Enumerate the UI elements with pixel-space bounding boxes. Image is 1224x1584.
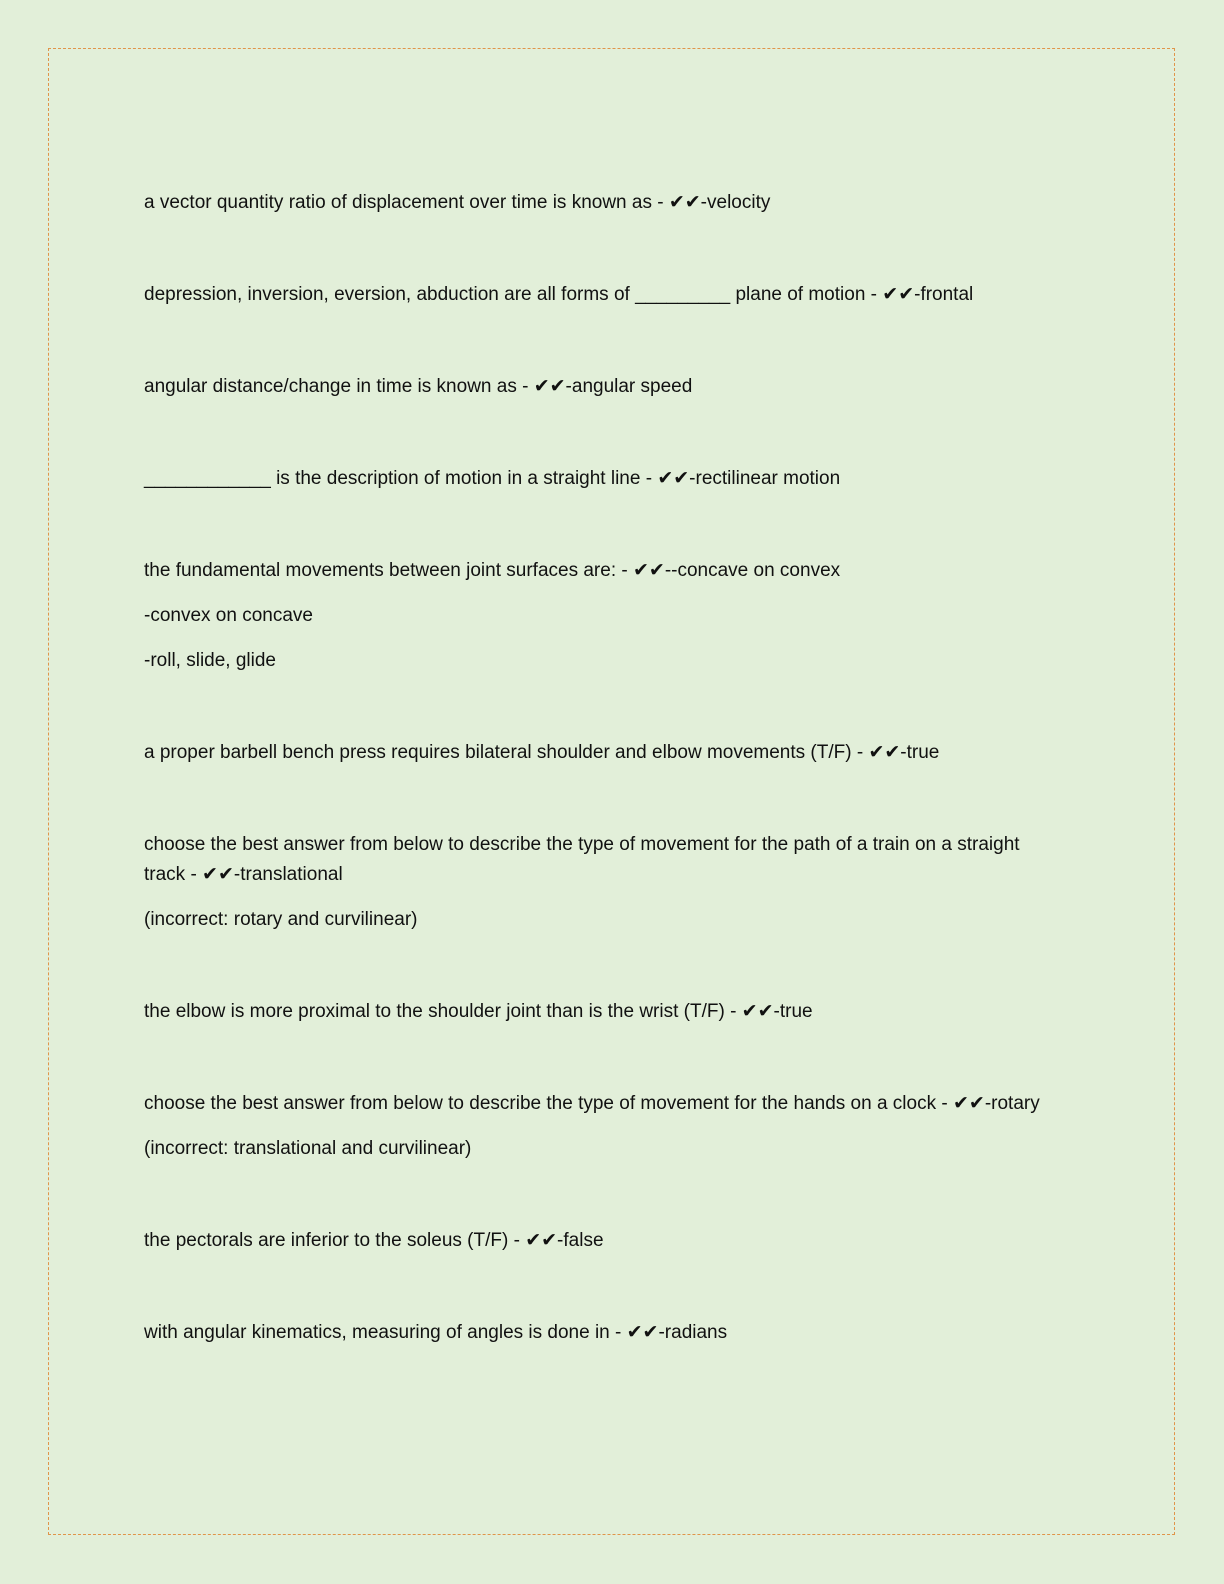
qa-item-joint-movements-line3: -roll, slide, glide [144, 650, 276, 671]
qa-item-velocity: a vector quantity ratio of displacement over time is known as - ✔✔-velocity [144, 192, 771, 213]
document-body [144, 188, 1064, 1348]
qa-item-clock-hands: choose the best answer from below to describe the type of movement for the hands on a clock - ✔✔-rotary [144, 1093, 1040, 1114]
qa-item-bench-press: a proper barbell bench press requires bilateral shoulder and elbow movements (T/F) - ✔✔-true [144, 742, 940, 763]
qa-item-joint-movements-line2: -convex on concave [144, 605, 313, 626]
qa-item-pectorals-soleus: the pectorals are inferior to the soleus (T/F) - ✔✔-false [144, 1230, 604, 1251]
qa-item-train-movement: choose the best answer from below to describe the type of movement for the path of a train on a straight track - ✔✔-translational [144, 834, 1025, 885]
qa-item-train-movement-incorrect: (incorrect: rotary and curvilinear) [144, 909, 418, 930]
qa-item-elbow-proximal: the elbow is more proximal to the shoulder joint than is the wrist (T/F) - ✔✔-true [144, 1001, 813, 1022]
qa-item-rectilinear-motion: ____________ is the description of motion in a straight line - ✔✔-rectilinear motion [144, 468, 841, 489]
qa-item-clock-hands-incorrect: (incorrect: translational and curvilinear) [144, 1138, 472, 1159]
qa-item-frontal-plane: depression, inversion, eversion, abduction are all forms of _________ plane of motion - ✔✔-frontal [144, 284, 974, 305]
qa-item-radians: with angular kinematics, measuring of angles is done in - ✔✔-radians [144, 1322, 728, 1343]
qa-item-joint-movements: the fundamental movements between joint surfaces are: - ✔✔--concave on convex [144, 560, 841, 581]
qa-item-angular-speed: angular distance/change in time is known as - ✔✔-angular speed [144, 376, 693, 397]
